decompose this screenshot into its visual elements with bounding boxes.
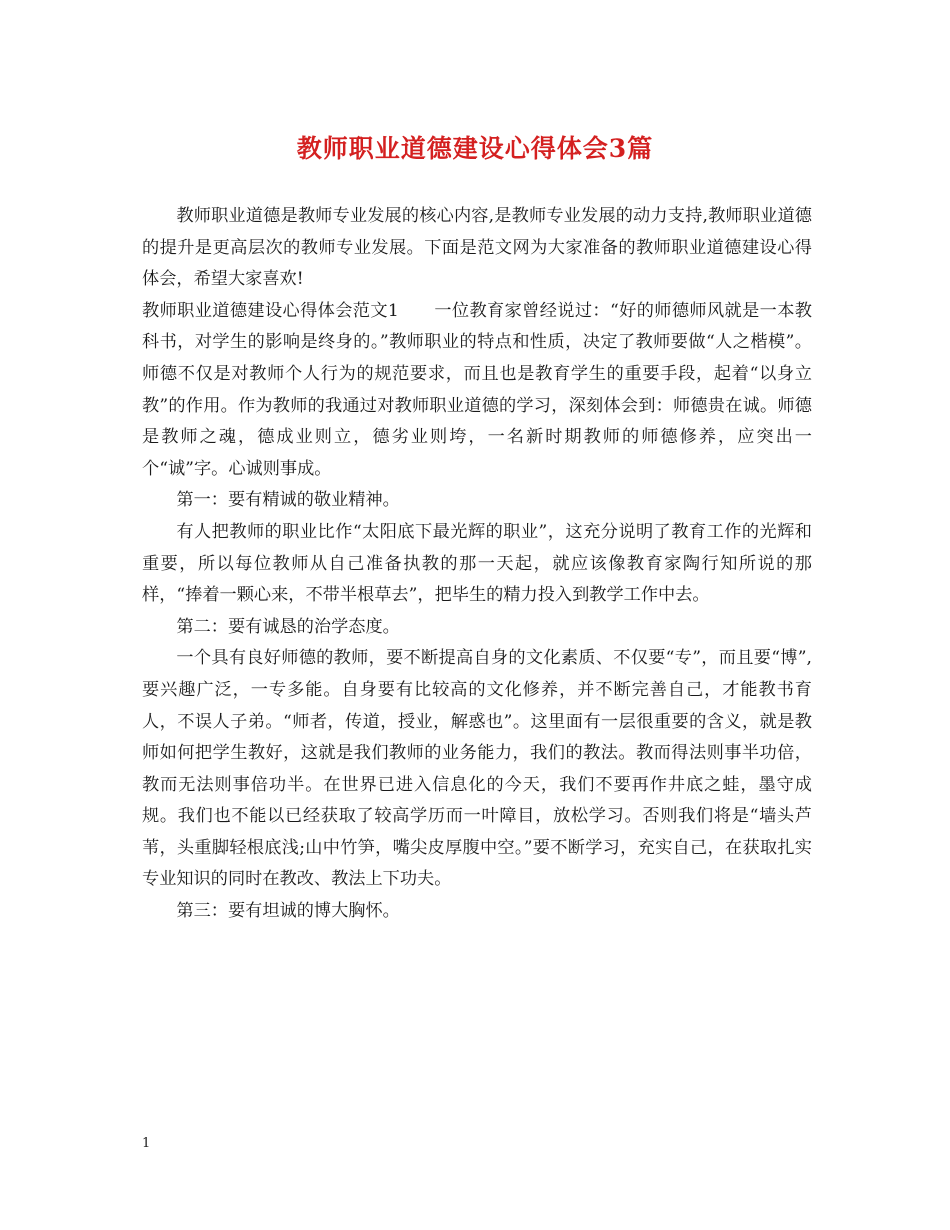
paragraph-second-body: 一个具有良好师德的教师，要不断提高自身的文化素质、不仅要“专”，而且要“博”,要兴趣广泛，一专多能。自身要有比较高的文化修养，并不断完善自己，才能教书育人，不误人子弟。“师者，传道，授业，解惑也”。这里面有一层很重要的含义，就是教师如何把学生教好，这就是我们教师的业务能力，我们的教法。教而得法则事半功倍，教而无法则事倍功半。在世界已进入信息化的今天，我们不要再作井底之蛙，墨守成规。我们也不能以已经获取了较高学历而一叶障目，放松学习。否则我们将是“墙头芦苇，头重脚轻根底浅;山中竹笋，嘴尖皮厚腹中空。”要不断学习，充实自己，在获取扎实专业知识的同时在教改、教法上下功夫。 [142,648,812,890]
document-title: 教师职业道德建设心得体会3篇 [296,134,654,163]
paragraph-heading-second: 第二：要有诚恳的治学态度。 [176,616,400,637]
paragraph-heading-third: 第三：要有坦诚的博大胸怀。 [176,901,400,922]
document-body [142,201,812,928]
paragraph-first-body: 有人把教师的职业比作“太阳底下最光辉的职业”，这充分说明了教育工作的光辉和重要，所以每位教师从自己准备执教的那一天起，就应该像教育家陶行知所说的那样，“捧着一颗心来，不带半根草去”，把毕生的精力投入到教学工作中去。 [142,521,812,606]
paragraph-heading-first: 第一：要有精诚的敬业精神。 [176,490,400,511]
page-number: 1 [142,1136,151,1151]
paragraph-sample-1: 教师职业道德建设心得体会范文1 一位教育家曾经说过：“好的师德师风就是一本教科书，对学生的影响是终身的。”教师职业的特点和性质，决定了教师要做“人之楷模”。师德不仅是对教师个人行为的规范要求，而且也是教育学生的重要手段，起着“以身立教”的作用。作为教师的我通过对教师职业道德的学习，深刻体会到：师德贵在诚。师德是教师之魂，德成业则立，德劣业则垮，一名新时期教师的师德修养，应突出一个“诚”字。心诚则事成。 [142,300,812,479]
paragraph-intro: 教师职业道德是教师专业发展的核心内容,是教师专业发展的动力支持,教师职业道德的提升是更高层次的教师专业发展。下面是范文网为大家准备的教师职业道德建设心得体会，希望大家喜欢! [142,206,812,290]
